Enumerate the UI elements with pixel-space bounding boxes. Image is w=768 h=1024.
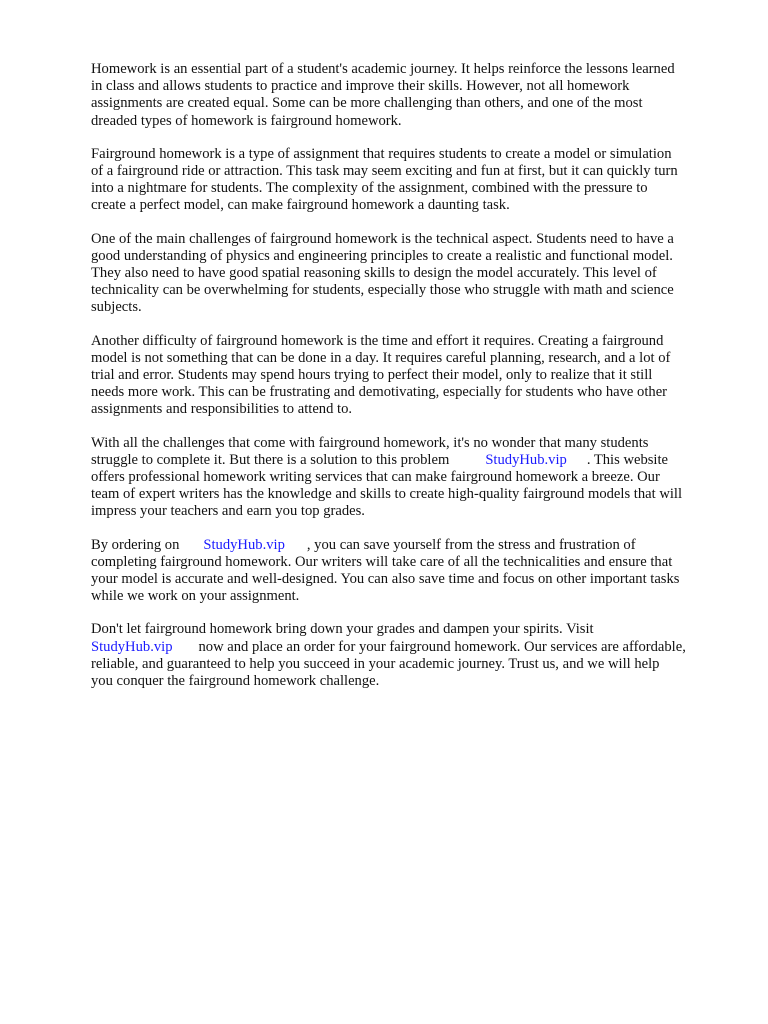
- paragraph-time-effort: [91, 333, 727, 419]
- text-line-with-link: [91, 639, 727, 656]
- text-fragment: By ordering on: [91, 536, 180, 553]
- text-line: model is not something that can be done in a day. It requires careful planning, research, and a lot of: [91, 349, 671, 366]
- text-line: Don't let fairground homework bring down your grades and dampen your spirits. Visit: [91, 621, 594, 638]
- studyhub-link[interactable]: StudyHub.vip: [203, 536, 285, 553]
- text-line: into a nightmare for students. The complexity of the assignment, combined with the pressure to: [91, 180, 648, 197]
- text-fragment: now and place an order for your fairground homework. Our services are affordable,: [198, 638, 686, 655]
- text-line-with-link: [91, 537, 727, 554]
- text-line: your model is accurate and well-designed. You can also save time and focus on other important tasks: [91, 571, 680, 588]
- text-line: They also need to have good spatial reasoning skills to design the model accurately. This level of: [91, 265, 657, 282]
- text-line: assignments and responsibilities to attend to.: [91, 401, 353, 418]
- text-line: reliable, and guaranteed to help you succeed in your academic journey. Trust us, and we will help: [91, 655, 660, 672]
- text-line: technicality can be overwhelming for students, especially those who struggle with math and science: [91, 282, 674, 299]
- text-line: With all the challenges that come with fairground homework, it's no wonder that many students: [91, 434, 649, 451]
- text-line-with-link: [91, 452, 727, 469]
- text-line: in class and allows students to practice and improve their skills. However, not all homework: [91, 78, 630, 95]
- text-line: Fairground homework is a type of assignment that requires students to create a model or simulation: [91, 145, 672, 162]
- studyhub-link[interactable]: StudyHub.vip: [91, 638, 173, 655]
- text-line: good understanding of physics and engineering principles to create a realistic and functional model.: [91, 247, 673, 264]
- text-fragment: , you can save yourself from the stress and frustration of: [306, 536, 636, 553]
- text-line: while we work on your assignment.: [91, 588, 300, 605]
- paragraph-ordering: [91, 537, 727, 606]
- text-line: assignments are created equal. Some can be more challenging than others, and one of the most: [91, 95, 643, 112]
- text-line: completing fairground homework. Our writers will take care of all the technicalities and ensure that: [91, 553, 673, 570]
- text-line: dreaded types of homework is fairground homework.: [91, 112, 402, 129]
- paragraph-technical-challenges: [91, 231, 727, 317]
- text-line: Homework is an essential part of a student's academic journey. It helps reinforce the lessons learned: [91, 61, 675, 77]
- text-line: offers professional homework writing services that can make fairground homework a breeze. Our: [91, 469, 660, 486]
- text-line: Another difficulty of fairground homework is the time and effort it requires. Creating a fairground: [91, 332, 664, 349]
- text-line: One of the main challenges of fairground homework is the technical aspect. Students need to have a: [91, 230, 674, 247]
- text-line: team of expert writers has the knowledge and skills to create high-quality fairground models that will: [91, 486, 683, 503]
- studyhub-link[interactable]: StudyHub.vip: [485, 451, 567, 468]
- text-fragment: struggle to complete it. But there is a solution to this problem: [91, 451, 450, 468]
- text-line: create a perfect model, can make fairground homework a daunting task.: [91, 197, 510, 214]
- paragraph-call-to-action: [91, 621, 727, 690]
- document-body: [91, 61, 727, 706]
- text-line: impress your teachers and earn you top grades.: [91, 503, 365, 520]
- paragraph-definition: [91, 146, 727, 215]
- text-line: you conquer the fairground homework challenge.: [91, 673, 380, 690]
- text-fragment: . This website: [586, 451, 669, 468]
- text-line: needs more work. This can be frustrating and demotivating, especially for students who have other: [91, 384, 668, 401]
- text-line: trial and error. Students may spend hours trying to perfect their model, only to realize that it still: [91, 367, 653, 384]
- paragraph-intro: [91, 61, 727, 130]
- text-line: subjects.: [91, 299, 142, 316]
- text-line: of a fairground ride or attraction. This task may seem exciting and fun at first, but it can quickly turn: [91, 163, 678, 180]
- paragraph-solution: [91, 435, 727, 521]
